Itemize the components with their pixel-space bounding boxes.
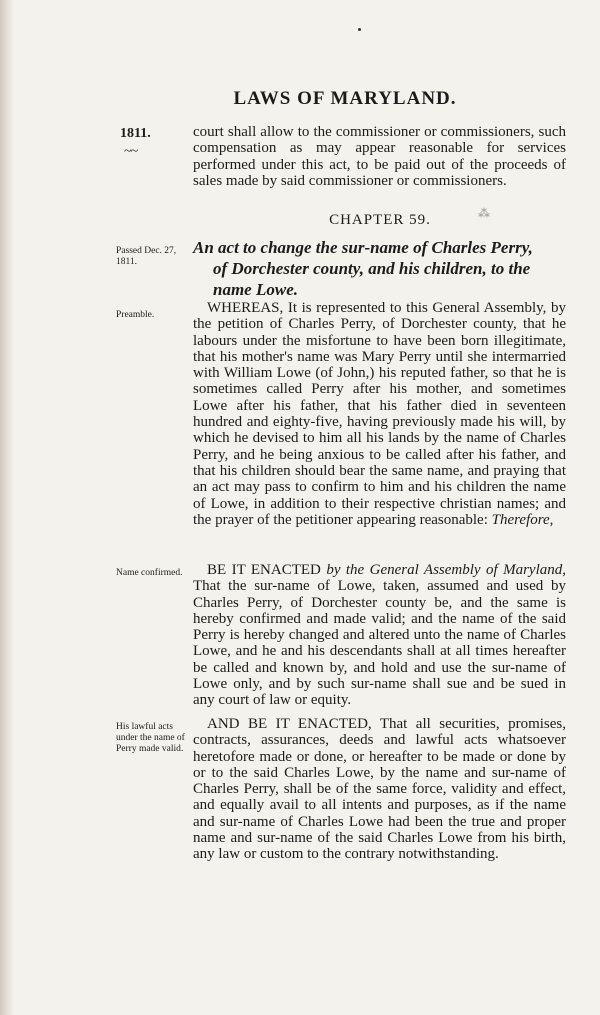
enactment-1-text: That the sur-name of Lowe, taken, assumed and used by Charles Perry, of Dorchester county be, and the same is hereby confirmed and made valid; and the name of the said Perry is hereby changed and altered unto the name of Charles Lowe, and he and his descendants shall at all times hereafter be called and known by, and hold and use the sur-name of Lowe only, and by such sur-name shall sue and be sued in any court of law or equity. bbox=[193, 578, 566, 709]
preamble-text: WHEREAS, It is represented to this General Assembly, by the petition of Charles Perry, of Dorchester county, that he labours under the misfortune to have been born illegitimate, that his mother's name was Mary Perry until she intermarried with William Lowe (of John,) his reputed father, so that he is sometimes called Perry after his mother, and sometimes Lowe after his father, that his father died in seventeen hundred and eighty-five, having previously made his will, by which he devised to him all his lands by the name of Charles Perry, and he being anxious to be called after his father, and that his children should bear the same name, and praying that an act may pass to confirm to him and his children the name of Lowe, in addition to their respective christian names; and the prayer of the petitioner appearing reasonable: bbox=[193, 300, 566, 528]
act-title-line-2: of Dorchester county, and his children, to the bbox=[213, 259, 531, 278]
act-title bbox=[193, 237, 568, 300]
margin-note-acts-valid: His lawful acts under the name of Perry made valid. bbox=[116, 722, 185, 754]
running-head: LAWS OF MARYLAND. bbox=[233, 88, 457, 109]
margin-note-preamble: Preamble. bbox=[116, 310, 155, 320]
margin-note-name-confirmed: Name confirmed. bbox=[116, 568, 183, 578]
margin-year: 1811. bbox=[120, 126, 151, 141]
act-title-line-3: name Lowe. bbox=[213, 280, 298, 299]
page-spine-shadow bbox=[0, 0, 14, 1015]
enactment-1-authority: by the General Assembly of Maryland, bbox=[326, 562, 567, 578]
intro-paragraph: court shall allow to the commissioner or commissioners, such compensation as may appear reasonable for services performed under this act, to be paid out of the proceeds of sales made by said commissioner or commissioners. bbox=[193, 124, 566, 189]
act-title-line-1: An act to change the sur-name of Charles Perry, bbox=[193, 238, 533, 257]
chapter-heading: CHAPTER 59. bbox=[329, 212, 431, 228]
preamble-paragraph bbox=[193, 300, 566, 528]
year-flourish: ~~ bbox=[124, 144, 138, 159]
preamble-therefore: Therefore, bbox=[491, 511, 554, 528]
margin-note-passed: Passed Dec. 27, 1811. bbox=[116, 246, 177, 267]
enactment-2-lead: AND BE IT ENACTED, bbox=[207, 716, 372, 732]
ink-speck bbox=[358, 28, 361, 31]
ornament-mark: ⁂ bbox=[478, 206, 490, 220]
enactment-1-lead: BE IT ENACTED bbox=[207, 562, 321, 578]
enactment-1 bbox=[193, 562, 566, 709]
enactment-2-text: That all securities, promises, contracts, assurances, deeds and lawful acts whatsoever heretofore made or done, or hereafter to be made or done by or to the said Charles Lowe, by the name and sur-name of Charles Perry, shall be of the same force, validity and effect, and equally avail to all intents and purposes, as if the name and sur-name of Charles Lowe had been the true and proper name and sur-name of the said Charles Lowe from his birth, any law or custom to the contrary notwithstanding. bbox=[193, 716, 566, 863]
enactment-2 bbox=[193, 716, 566, 863]
